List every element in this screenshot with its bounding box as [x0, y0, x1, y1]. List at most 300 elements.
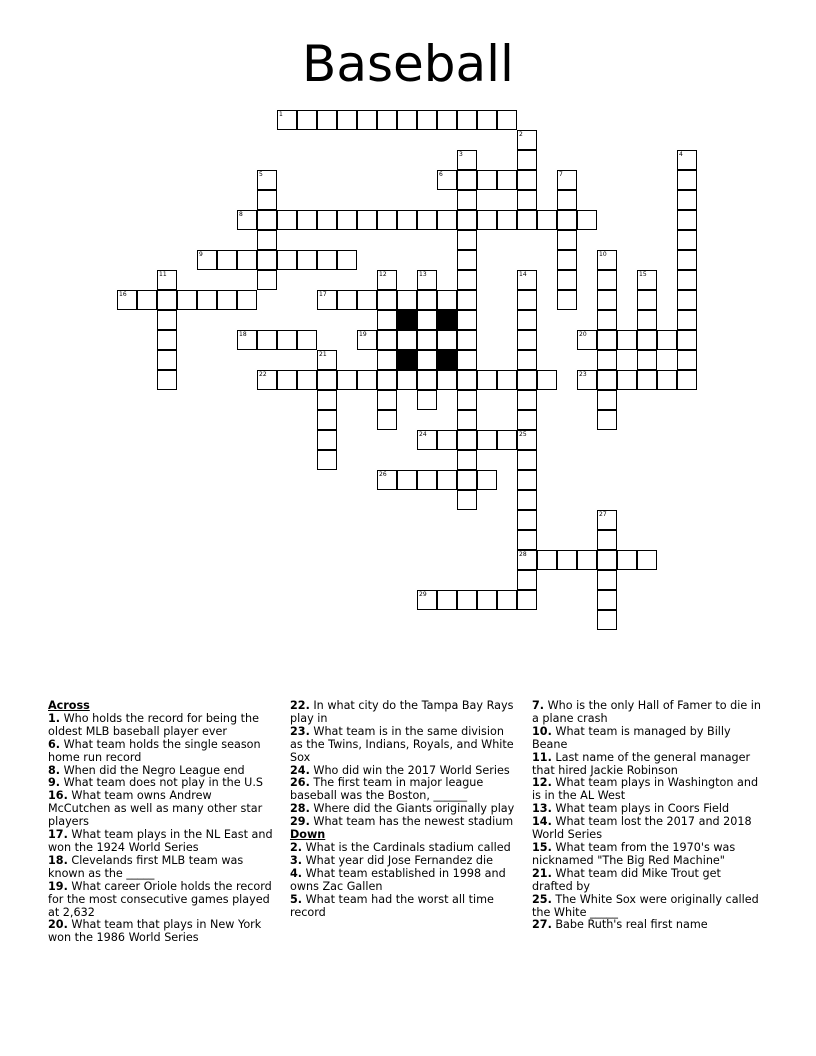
grid-cell[interactable] — [357, 290, 377, 310]
grid-cell[interactable] — [377, 270, 397, 290]
cell-number: 29 — [419, 591, 427, 598]
grid-cell[interactable] — [317, 450, 337, 470]
grid-cell[interactable] — [477, 370, 497, 390]
grid-cell[interactable] — [457, 590, 477, 610]
grid-cell[interactable] — [497, 370, 517, 390]
clue-number: 6. — [48, 737, 61, 751]
clue — [532, 919, 762, 932]
grid-cell[interactable] — [497, 430, 517, 450]
grid-cell[interactable] — [557, 270, 577, 290]
grid-cell[interactable] — [597, 310, 617, 330]
clue — [532, 700, 762, 726]
clue-number: 2. — [290, 840, 303, 854]
grid-cell[interactable] — [257, 170, 277, 190]
grid-cell[interactable] — [237, 250, 257, 270]
grid-cell[interactable] — [457, 270, 477, 290]
clue-text: What team established in 1998 and owns Zac Gallen — [290, 866, 506, 893]
grid-cell[interactable] — [417, 110, 437, 130]
clue-number: 7. — [532, 699, 545, 712]
cell-number: 7 — [559, 171, 563, 178]
grid-cell[interactable] — [597, 510, 617, 530]
grid-cell[interactable] — [537, 210, 557, 230]
cell-number: 19 — [359, 331, 367, 338]
grid-cell[interactable] — [597, 270, 617, 290]
cell-number: 4 — [679, 151, 683, 158]
grid-cell[interactable] — [177, 290, 197, 310]
grid-cell[interactable] — [437, 290, 457, 310]
grid-cell[interactable] — [437, 170, 457, 190]
clue — [48, 855, 274, 881]
clue-text: What career Oriole holds the record for the most consecutive games played at 2,632 — [48, 879, 272, 919]
grid-cell[interactable] — [277, 250, 297, 270]
grid-cell[interactable] — [517, 170, 537, 190]
grid-cell[interactable] — [157, 350, 177, 370]
grid-cell[interactable] — [617, 550, 637, 570]
grid-cell[interactable] — [557, 190, 577, 210]
clue-number: 23. — [290, 724, 310, 738]
grid-cell[interactable] — [357, 330, 377, 350]
grid-cell[interactable] — [297, 330, 317, 350]
cell-number: 12 — [379, 271, 387, 278]
grid-cell[interactable] — [597, 550, 617, 570]
grid-cell[interactable] — [597, 570, 617, 590]
grid-cell[interactable] — [277, 210, 297, 230]
clue-number: 3. — [290, 853, 303, 867]
clue-number: 16. — [48, 789, 68, 803]
grid-cell[interactable] — [557, 250, 577, 270]
cell-number: 10 — [599, 251, 607, 258]
grid-cell[interactable] — [457, 110, 477, 130]
grid-cell[interactable] — [417, 470, 437, 490]
grid-cell[interactable] — [337, 110, 357, 130]
grid-cell[interactable] — [377, 330, 397, 350]
grid-cell[interactable] — [377, 310, 397, 330]
clue-text: What team lost the 2017 and 2018 World Series — [532, 815, 752, 842]
grid-cell[interactable] — [317, 250, 337, 270]
clue-text: In what city do the Tampa Bay Rays play in — [290, 699, 514, 725]
cell-number: 3 — [459, 151, 463, 158]
grid-cell[interactable] — [357, 370, 377, 390]
grid-cell[interactable] — [677, 270, 697, 290]
clue-number: 24. — [290, 763, 310, 777]
grid-cell[interactable] — [297, 110, 317, 130]
clue-number: 5. — [290, 892, 303, 906]
grid-cell[interactable] — [337, 370, 357, 390]
clue-number: 20. — [48, 918, 68, 932]
grid-cell[interactable] — [517, 550, 537, 570]
cell-number: 28 — [519, 551, 527, 558]
grid-cell[interactable] — [197, 290, 217, 310]
grid-cell[interactable] — [277, 330, 297, 350]
clue-text: What team did Mike Trout get drafted by — [532, 866, 721, 893]
grid-cell[interactable] — [637, 330, 657, 350]
grid-cell[interactable] — [377, 350, 397, 370]
clue-number: 26. — [290, 776, 310, 790]
grid-cell[interactable] — [457, 230, 477, 250]
grid-cell[interactable] — [677, 310, 697, 330]
grid-cell[interactable] — [477, 170, 497, 190]
grid-cell[interactable] — [377, 370, 397, 390]
cell-number: 13 — [419, 271, 427, 278]
clue-number: 9. — [48, 776, 61, 790]
clue — [532, 816, 762, 842]
grid-cell[interactable] — [597, 530, 617, 550]
grid-cell[interactable] — [317, 410, 337, 430]
grid-cell[interactable] — [117, 290, 137, 310]
grid-cell[interactable] — [397, 210, 417, 230]
grid-cell[interactable] — [417, 370, 437, 390]
grid-cell[interactable] — [637, 350, 657, 370]
grid-cell[interactable] — [637, 310, 657, 330]
grid-cell[interactable] — [577, 550, 597, 570]
grid-cell[interactable] — [497, 110, 517, 130]
clue — [290, 726, 518, 765]
cell-number: 1 — [279, 111, 283, 118]
grid-cell[interactable] — [277, 110, 297, 130]
clue-text: What year did Jose Fernandez die — [302, 853, 493, 867]
grid-cell[interactable] — [617, 330, 637, 350]
grid-cell[interactable] — [577, 210, 597, 230]
grid-cell[interactable] — [637, 370, 657, 390]
clue-number: 21. — [532, 866, 552, 880]
grid-cell[interactable] — [537, 370, 557, 390]
grid-cell[interactable] — [477, 110, 497, 130]
grid-cell[interactable] — [217, 250, 237, 270]
clue-text: What team that plays in New York won the 1986 World Series — [48, 918, 262, 945]
cell-number: 23 — [579, 371, 587, 378]
grid-cell[interactable] — [437, 370, 457, 390]
clue-number: 22. — [290, 699, 310, 712]
clue-text: Who did win the 2017 World Series — [309, 763, 510, 777]
grid-cell[interactable] — [457, 490, 477, 510]
grid-cell[interactable] — [377, 470, 397, 490]
grid-cell[interactable] — [417, 390, 437, 410]
grid-cell[interactable] — [637, 290, 657, 310]
grid-cell[interactable] — [297, 370, 317, 390]
grid-cell[interactable] — [337, 210, 357, 230]
cell-number: 20 — [579, 331, 587, 338]
grid-cell[interactable] — [437, 210, 457, 230]
clue-number: 11. — [532, 750, 552, 764]
grid-cell[interactable] — [317, 390, 337, 410]
clue-text: Where did the Giants originally play — [309, 802, 515, 816]
grid-cell[interactable] — [457, 290, 477, 310]
grid-cell[interactable] — [517, 270, 537, 290]
grid-cell[interactable] — [677, 250, 697, 270]
grid-cell[interactable] — [517, 290, 537, 310]
grid-cell[interactable] — [237, 290, 257, 310]
grid-cell[interactable] — [377, 210, 397, 230]
grid-cell[interactable] — [257, 250, 277, 270]
grid-cell[interactable] — [137, 290, 157, 310]
grid-cell[interactable] — [617, 370, 637, 390]
clue-text: What team plays in Coors Field — [551, 802, 730, 816]
grid-cell[interactable] — [457, 470, 477, 490]
grid-cell[interactable] — [517, 570, 537, 590]
grid-cell[interactable] — [517, 450, 537, 470]
grid-cell[interactable] — [577, 370, 597, 390]
clue-number: 27. — [532, 918, 552, 932]
grid-cell[interactable] — [677, 350, 697, 370]
cell-number: 26 — [379, 471, 387, 478]
grid-cell[interactable] — [457, 350, 477, 370]
grid-cell[interactable] — [477, 470, 497, 490]
grid-cell[interactable] — [317, 110, 337, 130]
clue-text: The White Sox were originally called the White _____ — [532, 892, 759, 919]
grid-cell[interactable] — [497, 170, 517, 190]
grid-cell[interactable] — [437, 590, 457, 610]
grid-cell[interactable] — [597, 330, 617, 350]
grid-cell[interactable] — [517, 130, 537, 150]
clue-number: 17. — [48, 828, 68, 842]
grid-cell[interactable] — [517, 410, 537, 430]
grid-cell[interactable] — [257, 230, 277, 250]
grid-cell[interactable] — [517, 390, 537, 410]
grid-cell[interactable] — [497, 590, 517, 610]
grid-cell[interactable] — [457, 150, 477, 170]
grid-cell[interactable] — [257, 370, 277, 390]
grid-cell[interactable] — [357, 210, 377, 230]
clue — [48, 739, 274, 765]
clue-number: 28. — [290, 802, 310, 816]
grid-cell[interactable] — [597, 590, 617, 610]
grid-cell[interactable] — [377, 290, 397, 310]
grid-cell[interactable] — [457, 430, 477, 450]
grid-cell[interactable] — [597, 290, 617, 310]
grid-cell[interactable] — [417, 210, 437, 230]
clue-text: What team from the 1970's was nicknamed "The Big Red Machine" — [532, 840, 736, 867]
grid-cell[interactable] — [417, 590, 437, 610]
clue-text: Who is the only Hall of Famer to die in a plane crash — [532, 699, 762, 725]
grid-cell[interactable] — [557, 170, 577, 190]
grid-cell[interactable] — [417, 330, 437, 350]
grid-cell[interactable] — [417, 310, 437, 330]
grid-cell[interactable] — [457, 250, 477, 270]
clue — [290, 894, 518, 920]
grid-cell[interactable] — [377, 110, 397, 130]
grid-cell[interactable] — [517, 330, 537, 350]
grid-cell[interactable] — [517, 370, 537, 390]
grid-cell[interactable] — [257, 190, 277, 210]
grid-cell[interactable] — [357, 110, 377, 130]
grid-cell[interactable] — [457, 370, 477, 390]
grid-cell[interactable] — [557, 230, 577, 250]
grid-cell[interactable] — [157, 370, 177, 390]
grid-cell[interactable] — [477, 590, 497, 610]
clue-number: 13. — [532, 802, 552, 816]
grid-cell[interactable] — [457, 330, 477, 350]
down-header: Down — [290, 828, 326, 842]
grid-block — [397, 310, 417, 330]
clue-number: 19. — [48, 879, 68, 893]
grid-cell[interactable] — [597, 370, 617, 390]
grid-cell[interactable] — [457, 210, 477, 230]
clue — [48, 790, 274, 829]
cell-number: 5 — [259, 171, 263, 178]
grid-cell[interactable] — [517, 590, 537, 610]
grid-cell[interactable] — [157, 330, 177, 350]
grid-cell[interactable] — [457, 170, 477, 190]
grid-cell[interactable] — [477, 430, 497, 450]
grid-cell[interactable] — [217, 290, 237, 310]
grid-cell[interactable] — [637, 550, 657, 570]
clue-number: 18. — [48, 853, 68, 867]
grid-cell[interactable] — [197, 250, 217, 270]
grid-cell[interactable] — [317, 210, 337, 230]
grid-cell[interactable] — [517, 490, 537, 510]
cell-number: 16 — [119, 291, 127, 298]
grid-cell[interactable] — [517, 430, 537, 450]
cell-number: 9 — [199, 251, 203, 258]
grid-cell[interactable] — [517, 210, 537, 230]
grid-cell[interactable] — [257, 330, 277, 350]
grid-cell[interactable] — [237, 330, 257, 350]
clue — [532, 752, 762, 778]
grid-cell[interactable] — [557, 550, 577, 570]
clue-text: Clevelands first MLB team was known as the _____ — [48, 853, 244, 880]
grid-cell[interactable] — [517, 190, 537, 210]
grid-cell[interactable] — [437, 430, 457, 450]
clue-text: What is the Cardinals stadium called — [302, 840, 511, 854]
grid-cell[interactable] — [457, 410, 477, 430]
grid-cell[interactable] — [517, 530, 537, 550]
grid-cell[interactable] — [637, 270, 657, 290]
grid-cell[interactable] — [657, 370, 677, 390]
cell-number: 15 — [639, 271, 647, 278]
clue-text: What team holds the single season home run record — [48, 737, 261, 764]
cell-number: 11 — [159, 271, 167, 278]
clue-number: 8. — [48, 763, 61, 777]
grid-cell[interactable] — [477, 210, 497, 230]
grid-cell[interactable] — [397, 470, 417, 490]
grid-cell[interactable] — [597, 390, 617, 410]
grid-cell[interactable] — [297, 250, 317, 270]
clue-text: What team is in the same division as the Twins, Indians, Royals, and White Sox — [290, 724, 514, 764]
grid-cell[interactable] — [337, 250, 357, 270]
grid-cell[interactable] — [437, 110, 457, 130]
grid-cell[interactable] — [457, 310, 477, 330]
clue-text: What team had the worst all time record — [290, 892, 494, 919]
grid-cell[interactable] — [157, 310, 177, 330]
grid-cell[interactable] — [677, 190, 697, 210]
clue-number: 12. — [532, 776, 552, 790]
clue-text: What team plays in the NL East and won the 1924 World Series — [48, 828, 273, 854]
clue-text: What team is managed by Billy Beane — [532, 724, 731, 751]
grid-cell[interactable] — [517, 150, 537, 170]
grid-cell[interactable] — [397, 330, 417, 350]
grid-cell[interactable] — [677, 370, 697, 390]
grid-cell[interactable] — [457, 390, 477, 410]
grid-cell[interactable] — [417, 430, 437, 450]
clue-text: When did the Negro League end — [60, 763, 245, 777]
clue — [48, 881, 274, 920]
clue-text: Last name of the general manager that hired Jackie Robinson — [532, 750, 751, 777]
grid-block — [397, 350, 417, 370]
grid-cell[interactable] — [677, 210, 697, 230]
clue-number: 1. — [48, 711, 61, 725]
grid-cell[interactable] — [677, 290, 697, 310]
grid-cell[interactable] — [257, 270, 277, 290]
grid-cell[interactable] — [517, 310, 537, 330]
clues-column-2 — [290, 700, 518, 919]
grid-cell[interactable] — [417, 350, 437, 370]
grid-cell[interactable] — [377, 410, 397, 430]
grid-cell[interactable] — [437, 330, 457, 350]
clue — [48, 713, 274, 739]
clue-text: Who holds the record for being the oldest MLB baseball player ever — [48, 711, 260, 738]
grid-cell[interactable] — [457, 450, 477, 470]
clue-number: 14. — [532, 815, 552, 829]
grid-cell[interactable] — [317, 290, 337, 310]
grid-cell[interactable] — [677, 170, 697, 190]
grid-cell[interactable] — [677, 150, 697, 170]
clue-number: 29. — [290, 815, 310, 829]
clue-text: The first team in major league baseball was the Boston, ______ — [290, 776, 484, 803]
grid-cell[interactable] — [597, 250, 617, 270]
grid-cell[interactable] — [597, 410, 617, 430]
grid-cell[interactable] — [237, 210, 257, 230]
clue — [532, 726, 762, 752]
page-title: Baseball — [302, 35, 514, 93]
grid-cell[interactable] — [437, 470, 457, 490]
grid-cell[interactable] — [417, 290, 437, 310]
grid-cell[interactable] — [517, 510, 537, 530]
across-header: Across — [48, 699, 90, 712]
grid-cell[interactable] — [557, 290, 577, 310]
clue-number: 4. — [290, 866, 303, 880]
clue — [290, 777, 518, 803]
grid-cell[interactable] — [537, 550, 557, 570]
grid-cell[interactable] — [597, 350, 617, 370]
grid-cell[interactable] — [677, 230, 697, 250]
grid-cell[interactable] — [677, 330, 697, 350]
grid-cell[interactable] — [277, 370, 297, 390]
grid-cell[interactable] — [577, 330, 597, 350]
grid-cell[interactable] — [297, 210, 317, 230]
grid-cell[interactable] — [317, 370, 337, 390]
grid-cell[interactable] — [317, 430, 337, 450]
grid-cell[interactable] — [157, 290, 177, 310]
grid-cell[interactable] — [317, 350, 337, 370]
grid-cell[interactable] — [377, 390, 397, 410]
grid-cell[interactable] — [457, 190, 477, 210]
clue — [290, 868, 518, 894]
grid-cell[interactable] — [397, 290, 417, 310]
clue — [532, 777, 762, 803]
grid-cell[interactable] — [517, 350, 537, 370]
grid-cell[interactable] — [157, 270, 177, 290]
clue-number: 10. — [532, 724, 552, 738]
clue — [532, 842, 762, 868]
clue — [532, 894, 762, 920]
clue-number: 15. — [532, 840, 552, 854]
cell-number: 22 — [259, 371, 267, 378]
clues-column-1 — [48, 700, 274, 945]
grid-cell[interactable] — [597, 610, 617, 630]
grid-cell[interactable] — [497, 210, 517, 230]
cell-number: 25 — [519, 431, 527, 438]
grid-cell[interactable] — [417, 270, 437, 290]
cell-number: 27 — [599, 511, 607, 518]
grid-cell[interactable] — [557, 210, 577, 230]
grid-cell[interactable] — [517, 470, 537, 490]
grid-cell[interactable] — [397, 370, 417, 390]
grid-cell[interactable] — [657, 330, 677, 350]
grid-cell[interactable] — [337, 290, 357, 310]
grid-cell[interactable] — [397, 110, 417, 130]
grid-cell[interactable] — [257, 210, 277, 230]
clue — [48, 829, 274, 855]
